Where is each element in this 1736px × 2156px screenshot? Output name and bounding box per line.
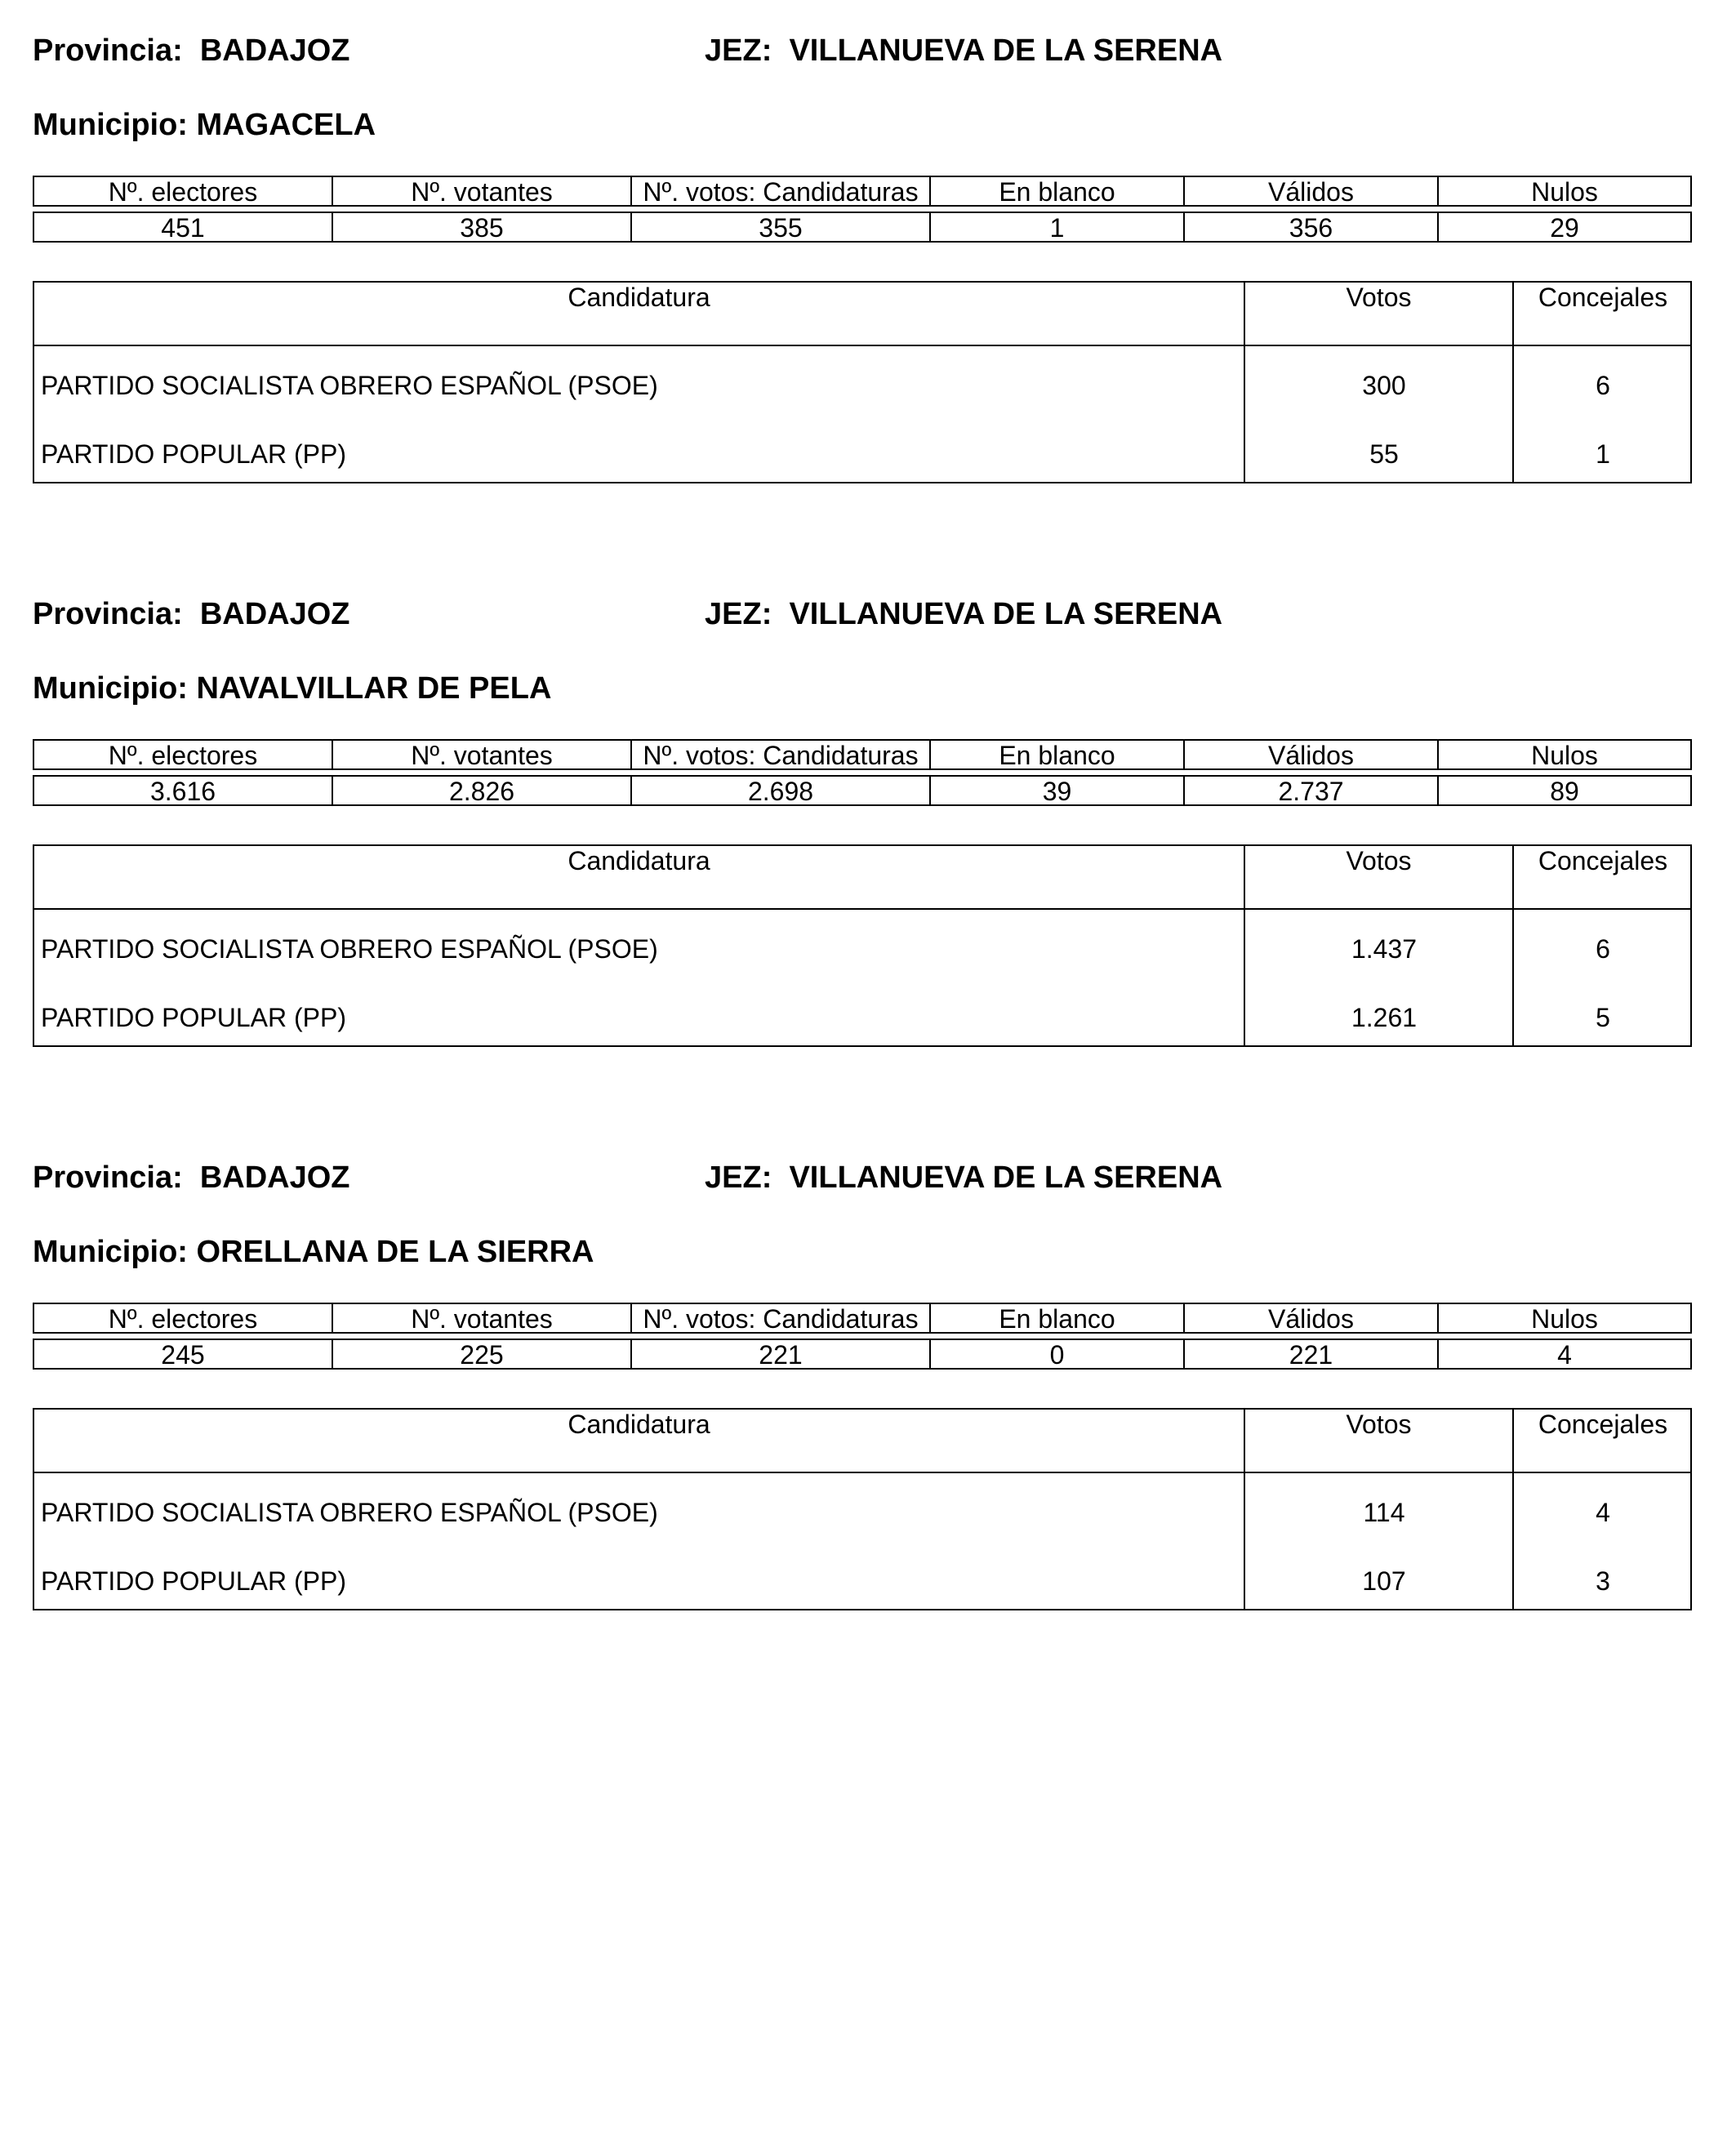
jez-heading: JEZ: VILLANUEVA DE LA SERENA [705,33,1223,68]
summary-values-row [33,212,1692,243]
header-votos-candidaturas: Nº. votos: Candidaturas [632,1304,931,1332]
header-concejales: Concejales [1538,1410,1668,1439]
party-votos: 107 [1362,1566,1406,1596]
party-name: PARTIDO SOCIALISTA OBRERO ESPAÑOL (PSOE) [41,934,658,964]
party-name: PARTIDO SOCIALISTA OBRERO ESPAÑOL (PSOE) [41,1498,658,1527]
header-nulos: Nulos [1531,177,1598,205]
header-concejales: Concejales [1538,846,1668,875]
provincia-heading: Provincia: BADAJOZ [33,597,350,631]
header-candidatura: Candidatura [568,283,710,312]
value-votantes: 225 [333,1340,632,1368]
header-nulos: Nulos [1531,1304,1598,1332]
value-validos: 221 [1185,1340,1439,1368]
table-row [34,369,1690,402]
value-validos: 2.737 [1185,777,1439,804]
header-divider [34,345,1690,346]
header-nulos: Nulos [1531,741,1598,768]
header-divider [34,1472,1690,1473]
summary-values-row [33,1339,1692,1370]
party-name: PARTIDO POPULAR (PP) [41,439,346,469]
value-electores: 451 [34,213,333,241]
header-votos: Votos [1346,283,1412,312]
party-votos: 300 [1362,371,1406,400]
municipality-block [33,1153,1692,1596]
party-concejales: 1 [1596,439,1610,469]
header-electores: Nº. electores [34,177,333,205]
party-concejales: 4 [1596,1498,1610,1527]
value-en-blanco: 1 [931,213,1185,241]
party-concejales: 3 [1596,1566,1610,1596]
provincia-heading: Provincia: BADAJOZ [33,1160,350,1195]
candidaturas-table [33,1408,1692,1610]
header-votantes: Nº. votantes [333,177,632,205]
header-validos: Válidos [1185,1304,1439,1332]
value-en-blanco: 0 [931,1340,1185,1368]
candidaturas-table [33,844,1692,1047]
jez-heading: JEZ: VILLANUEVA DE LA SERENA [705,1160,1223,1195]
summary-header-row [33,1303,1692,1334]
value-votos-candidaturas: 221 [632,1340,931,1368]
value-nulos: 89 [1550,777,1579,804]
summary-header-row [33,176,1692,207]
party-votos: 1.437 [1351,934,1418,964]
header-validos: Válidos [1185,741,1439,768]
header-electores: Nº. electores [34,1304,333,1332]
header-electores: Nº. electores [34,741,333,768]
party-concejales: 6 [1596,934,1610,964]
provincia-heading: Provincia: BADAJOZ [33,33,350,68]
municipio-heading: Municipio: MAGACELA [33,108,376,142]
header-candidatura: Candidatura [568,1410,710,1439]
header-candidatura: Candidatura [568,846,710,875]
value-nulos: 29 [1550,213,1579,241]
party-concejales: 6 [1596,371,1610,400]
value-votantes: 385 [333,213,632,241]
value-validos: 356 [1185,213,1439,241]
table-row [34,1496,1690,1529]
table-row [34,438,1690,470]
value-electores: 245 [34,1340,333,1368]
summary-header-row [33,739,1692,770]
party-name: PARTIDO SOCIALISTA OBRERO ESPAÑOL (PSOE) [41,371,658,400]
value-en-blanco: 39 [931,777,1185,804]
header-votos: Votos [1346,846,1412,875]
municipality-block [33,26,1692,469]
jez-heading: JEZ: VILLANUEVA DE LA SERENA [705,597,1223,631]
value-electores: 3.616 [34,777,333,804]
party-name: PARTIDO POPULAR (PP) [41,1566,346,1596]
header-en-blanco: En blanco [931,177,1185,205]
party-votos: 114 [1363,1498,1405,1527]
party-votos: 1.261 [1351,1003,1418,1032]
candidaturas-table [33,281,1692,483]
header-votos: Votos [1346,1410,1412,1439]
header-en-blanco: En blanco [931,1304,1185,1332]
municipio-heading: Municipio: ORELLANA DE LA SIERRA [33,1235,594,1269]
table-row [34,1565,1690,1597]
municipality-block [33,590,1692,1032]
value-votos-candidaturas: 355 [632,213,931,241]
header-divider [34,908,1690,910]
header-concejales: Concejales [1538,283,1668,312]
header-votantes: Nº. votantes [333,741,632,768]
value-nulos: 4 [1557,1340,1572,1368]
header-votos-candidaturas: Nº. votos: Candidaturas [632,177,931,205]
municipio-heading: Municipio: NAVALVILLAR DE PELA [33,671,552,706]
header-votantes: Nº. votantes [333,1304,632,1332]
value-votantes: 2.826 [333,777,632,804]
table-row [34,933,1690,965]
party-votos: 55 [1369,439,1399,469]
header-en-blanco: En blanco [931,741,1185,768]
value-votos-candidaturas: 2.698 [632,777,931,804]
header-votos-candidaturas: Nº. votos: Candidaturas [632,741,931,768]
party-name: PARTIDO POPULAR (PP) [41,1003,346,1032]
header-validos: Válidos [1185,177,1439,205]
summary-values-row [33,775,1692,806]
party-concejales: 5 [1596,1003,1610,1032]
table-row [34,1001,1690,1034]
